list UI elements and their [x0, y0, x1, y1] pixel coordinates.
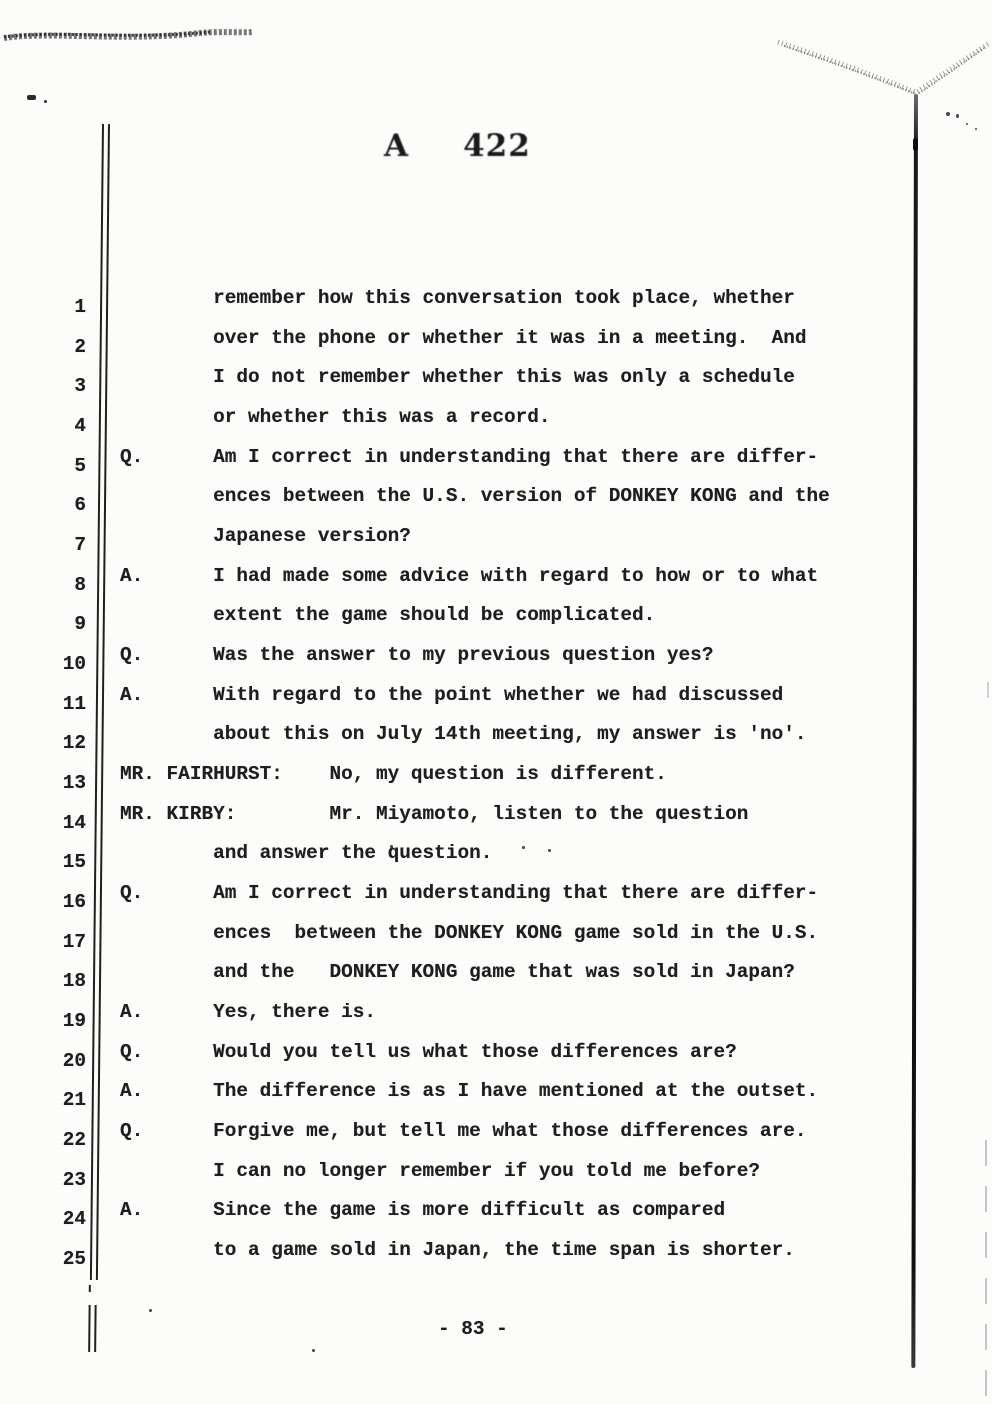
transcript-line — [0, 1160, 992, 1190]
transcript-line — [0, 723, 992, 753]
line-number: 10 — [62, 652, 86, 675]
line-text: A. With regard to the point whether we had discussed — [120, 683, 784, 706]
line-text: A. I had made some advice with regard to how or to what — [120, 564, 819, 587]
line-text: A. Since the game is more difficult as compared — [120, 1199, 726, 1222]
line-number: 9 — [74, 613, 86, 636]
transcript-line — [0, 1199, 992, 1229]
ink-speck — [946, 112, 950, 116]
line-text: remember how this conversation took place, whether — [120, 287, 795, 309]
line-text: over the phone or whether it was in a meeting. And — [120, 326, 807, 349]
ink-speck — [312, 1349, 315, 1352]
transcript-line — [0, 882, 992, 912]
transcript-line — [0, 922, 992, 952]
line-text: ences between the U.S. version of DONKEY KONG and the — [120, 485, 830, 508]
line-number: 6 — [74, 494, 86, 517]
ink-speck — [44, 100, 47, 103]
ink-speck — [149, 1309, 152, 1312]
transcript-line — [0, 366, 992, 396]
transcript-line — [0, 1120, 992, 1150]
line-text: MR. FAIRHURST: No, my question is different. — [120, 762, 667, 785]
line-number: 3 — [74, 375, 86, 398]
transcript-line — [0, 604, 992, 634]
line-text: Q. Am I correct in understanding that there are differ- — [120, 881, 819, 904]
line-text: Q. Forgive me, but tell me what those differences are. — [120, 1119, 807, 1142]
line-number: 23 — [62, 1168, 86, 1191]
transcript-line — [0, 763, 992, 793]
transcript-line — [0, 1041, 992, 1071]
line-number: 17 — [62, 930, 86, 953]
line-text: about this on July 14th meeting, my answer is 'no'. — [120, 723, 807, 746]
line-text: I do not remember whether this was only a schedule — [120, 366, 795, 389]
line-text: MR. KIRBY: Mr. Miyamoto, listen to the question — [120, 802, 749, 825]
line-number: 12 — [62, 732, 86, 755]
transcript-line — [0, 327, 992, 357]
line-text: Q. Would you tell us what those differences are? — [120, 1040, 737, 1063]
line-text: and answer the question. — [120, 842, 493, 865]
line-number: 2 — [74, 335, 86, 358]
line-number: 25 — [62, 1247, 86, 1270]
transcript-line — [0, 644, 992, 674]
page-fold-crease — [770, 26, 992, 106]
transcript-line — [0, 961, 992, 991]
line-number: 19 — [62, 1009, 86, 1032]
line-number: 15 — [62, 851, 86, 874]
line-number: 8 — [74, 573, 86, 596]
line-text: I can no longer remember if you told me before? — [120, 1159, 760, 1182]
transcript-line — [0, 406, 992, 436]
transcript-line — [0, 1080, 992, 1110]
line-number: 7 — [74, 533, 86, 556]
line-number: 1 — [74, 296, 86, 318]
line-number: 13 — [62, 771, 86, 794]
line-number: 16 — [62, 890, 86, 913]
line-text: and the DONKEY KONG game that was sold in Japan? — [120, 961, 795, 984]
ink-speck — [966, 123, 968, 125]
line-number: 4 — [74, 414, 86, 437]
line-number: 11 — [62, 692, 86, 715]
fold-ink-blob — [913, 138, 918, 151]
line-text: ences between the DONKEY KONG game sold in the U.S. — [120, 921, 819, 944]
scan-smudge-top-left — [0, 24, 260, 54]
transcript-line — [0, 803, 992, 833]
page-number: - 83 - — [438, 1318, 508, 1340]
exhibit-stamp — [384, 128, 531, 164]
line-number: 24 — [62, 1208, 86, 1231]
line-number: 5 — [74, 454, 86, 477]
line-text: Q. Am I correct in understanding that there are differ- — [120, 445, 819, 468]
transcript-line — [0, 842, 992, 872]
transcript-line — [0, 1001, 992, 1031]
exhibit-stamp-number: 422 — [463, 128, 531, 164]
transcript-line — [0, 565, 992, 595]
line-number: 18 — [62, 970, 86, 993]
transcript-line — [0, 485, 992, 515]
line-number: 14 — [62, 811, 86, 834]
ink-speck — [975, 128, 977, 130]
exhibit-stamp-letter: A — [384, 128, 410, 164]
transcript-line — [0, 525, 992, 555]
line-text: A. Yes, there is. — [120, 1000, 376, 1023]
transcript-line — [0, 446, 992, 476]
ink-speck — [956, 114, 959, 118]
line-number: 22 — [62, 1128, 86, 1151]
line-text: Japanese version? — [120, 524, 411, 547]
line-text: Q. Was the answer to my previous question yes? — [120, 643, 714, 666]
line-number: 20 — [62, 1049, 86, 1072]
line-text: extent the game should be complicated. — [120, 604, 656, 627]
line-text: or whether this was a record. — [120, 405, 551, 428]
transcript-line — [0, 1239, 992, 1269]
transcript-line — [0, 287, 992, 317]
ink-mark — [27, 95, 36, 100]
line-number: 21 — [62, 1089, 86, 1112]
line-text: A. The difference is as I have mentioned at the outset. — [120, 1080, 819, 1103]
transcript-line — [0, 684, 992, 714]
line-text: to a game sold in Japan, the time span is shorter. — [120, 1238, 795, 1261]
